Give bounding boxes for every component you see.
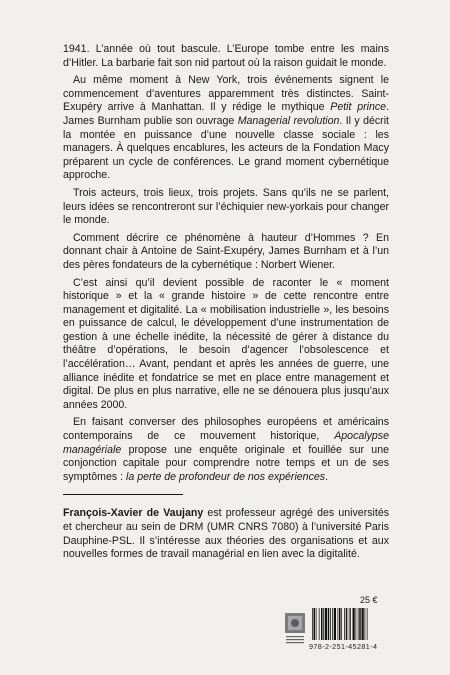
barcode-icon	[310, 608, 396, 640]
italic-text: Managerial revolution	[237, 114, 340, 127]
text-run: Au même moment à New York, trois événements signent le commencement d’aventures apparemment très distinctes. Saint-Exupéry arrive à Manhattan. Il y rédige le mythique	[63, 74, 389, 114]
text-run: . Il y décrit la montée en puissance d’une nouvelle classe sociale : les managers. À quelques encablures, les acteurs de la Fondation Macy préparent un cycle de conférences. Le grand moment cybernétique approche.	[63, 114, 389, 182]
isbn-text: 978-2-251-45281-4	[309, 642, 378, 651]
barcode-bar	[350, 608, 351, 640]
barcode-bar	[358, 608, 359, 640]
barcode-bar	[339, 608, 341, 640]
text-run: C’est ainsi qu’il devient possible de raconter le « moment historique » et la « grande histoire » de cette rencontre entre management et digitalité. La « mobilisation industrielle », les besoins en puissance de calcul, le développement d’une instrumentation de gestion à une échelle inédite, la nécessité de gérer à distance du théâtre d’opérations, le besoin d’agencer l’obsolescence et l’accélération… Avant, pendant et après les années de guerre, une alliance inédite et fondatrice se met en place entre management et digital. De plus en plus narrative, elle ne se dénouera plus jusqu’aux années 2000.	[63, 276, 389, 411]
barcode-bar	[338, 608, 339, 640]
text-run: Comment décrire ce phénomène à hauteur d’Hommes ? En donnant chair à Antoine de Saint-Exupéry, James Burnham et à l’un des pères fondateurs de la cybernétique : Norbert Wiener.	[63, 231, 389, 271]
barcode-bar	[316, 608, 317, 640]
text-run: 1941. L’année où tout bascule. L’Europe tombe entre les mains d’Hitler. La barbarie fait son nid partout où la raison guidait le monde.	[63, 43, 389, 69]
author-bio	[63, 507, 389, 561]
barcode-bar	[344, 608, 345, 640]
barcode-bar	[346, 608, 348, 640]
italic-text: la perte de profondeur de nos expériences	[126, 470, 326, 483]
barcode-bar	[321, 608, 323, 640]
barcode-bar	[325, 608, 327, 640]
barcode-bar	[356, 608, 357, 640]
back-cover-text	[63, 43, 389, 566]
text-run: .	[325, 470, 329, 483]
paragraph	[63, 187, 389, 228]
barcode-bar	[330, 608, 331, 640]
text-run: . James Burnham publie son ouvrage	[63, 101, 390, 127]
barcode-bar	[359, 608, 361, 640]
separator-rule	[63, 494, 183, 495]
barcode-bar	[341, 608, 342, 640]
barcode-bar	[334, 608, 336, 640]
italic-text: Apocalypse managériale	[63, 430, 389, 456]
barcode-bar	[365, 608, 366, 640]
paragraph	[63, 74, 389, 183]
barcode-bar	[328, 608, 330, 640]
barcode-bar	[362, 608, 364, 640]
text-run: est professeur agrégé des universités et chercheur au sein de DRM (UMR CNRS 7080) à l’université Paris Dauphine-PSL. Il s’intéresse aux théories des organisations et aux nouvelles formes de travail managérial en lien avec la digitalité.	[63, 507, 390, 561]
barcode-bar	[353, 608, 355, 640]
barcode-bar	[312, 608, 313, 640]
paragraph	[63, 43, 389, 70]
barcode-bar	[332, 608, 333, 640]
paragraph	[63, 416, 389, 484]
barcode-bar	[323, 608, 324, 640]
paragraph	[63, 277, 389, 413]
barcode-bar	[367, 608, 368, 640]
price-label: 25 €	[360, 595, 378, 605]
text-run: propose une enquête originale et fouillée sur une conjonction capitale pour comprendre notre temps et un de ses symptômes :	[63, 443, 389, 483]
text-run: En faisant converser des philosophes européens et américains contemporains de ce mouvement historique,	[63, 416, 389, 443]
italic-text: Petit prince	[330, 101, 387, 114]
publisher-logo-icon	[283, 611, 307, 647]
text-run: Trois acteurs, trois lieux, trois projets. Sans qu’ils ne se parlent, leurs idées se rencontreront sur l’échiquier new-yorkais pour changer le monde.	[63, 186, 389, 227]
paragraph	[63, 232, 389, 273]
barcode-bar	[314, 608, 316, 640]
barcode-bar	[319, 608, 320, 640]
barcode-bar	[349, 608, 350, 640]
author-name: François-Xavier de Vaujany	[63, 507, 204, 520]
